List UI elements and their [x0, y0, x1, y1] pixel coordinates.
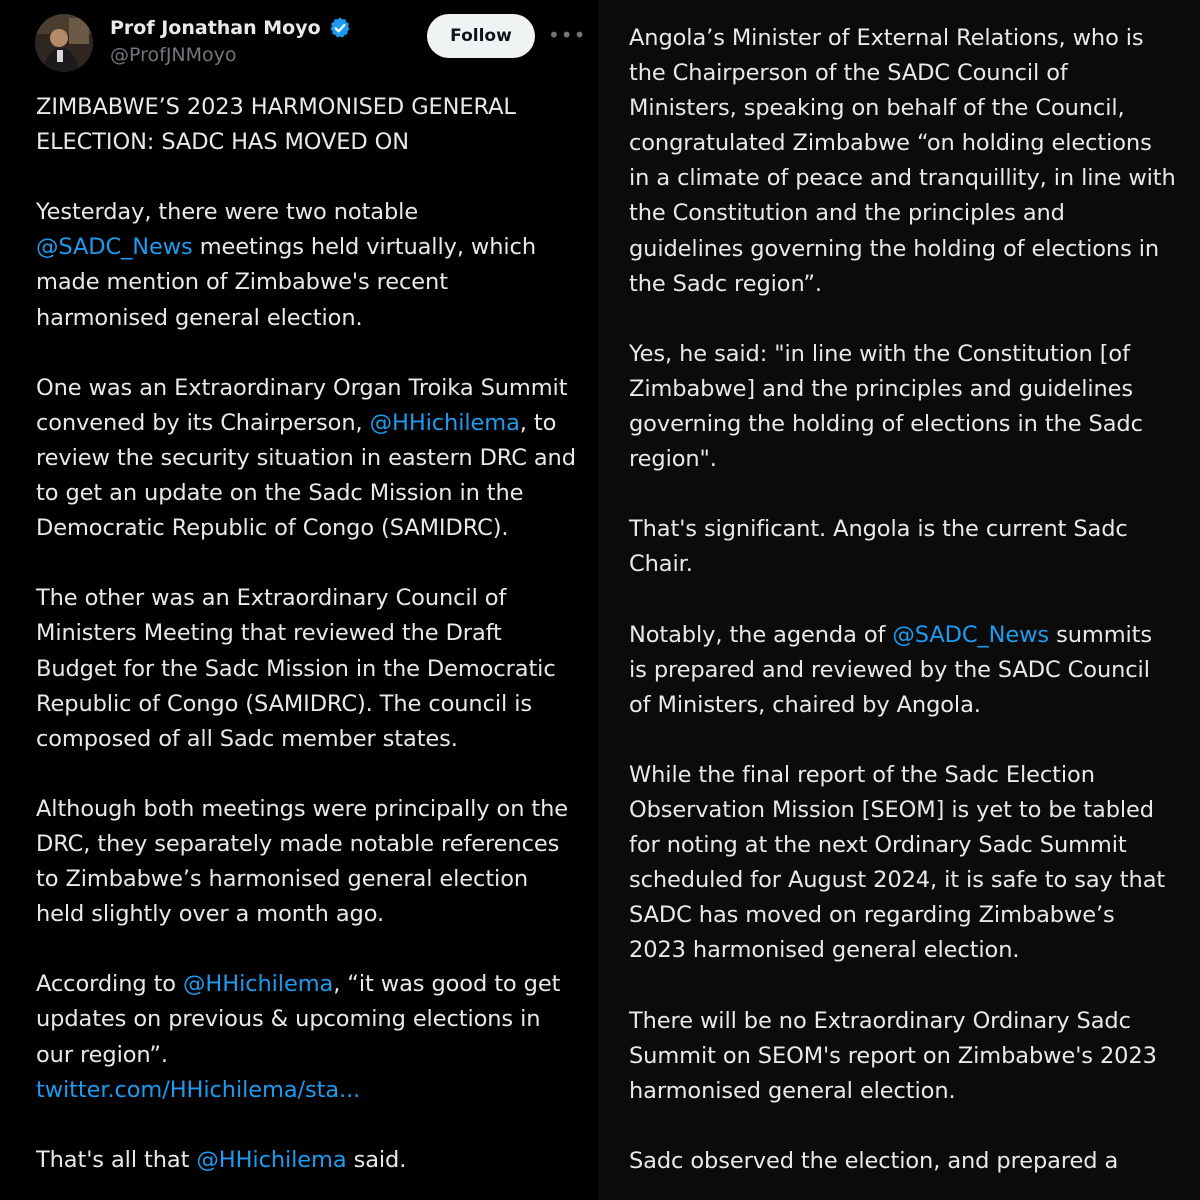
paragraph: Angola’s Minister of External Relations, who is the Chairperson of the SADC Council of Ministers, speaking on behalf of the Council, congratulated Zimbabwe “on holding elections in a climate of peace and tranquillity, in line with the Constitution and the principles and guidelines governing the holding of elections in the Sadc region”.: [629, 25, 1176, 297]
avatar-image: [35, 14, 93, 72]
paragraph: Yesterday, there were two notable @SADC_News meetings held virtually, which made mention of Zimbabwe's recent harmonised general election.: [36, 199, 536, 331]
verified-badge-icon: [328, 16, 352, 40]
avatar[interactable]: [35, 14, 93, 72]
paragraph: One was an Extraordinary Organ Troika Summit convened by its Chairperson, @HHichilema, to review the security situation in eastern DRC and to get an update on the Sadc Mission in the Democratic Republic of Congo (SAMIDRC).: [36, 374, 576, 542]
paragraph: There will be no Extraordinary Ordinary Sadc Summit on SEOM's report on Zimbabwe's 2023 harmonised general election.: [629, 1007, 1157, 1104]
mention-hhichilema[interactable]: @HHichilema: [183, 971, 334, 998]
user-handle[interactable]: @ProfJNMoyo: [110, 44, 237, 66]
mention-hhichilema[interactable]: @HHichilema: [196, 1146, 347, 1173]
left-post-text: [36, 90, 586, 1200]
paragraph: Although both meetings were principally on the DRC, they separately made notable references to Zimbabwe’s harmonised general election held slightly over a month ago.: [36, 795, 569, 928]
left-post-column: [0, 0, 590, 1200]
display-name[interactable]: Prof Jonathan Moyo: [110, 17, 321, 39]
name-row: [110, 14, 352, 42]
paragraph: Notably, the agenda of @SADC_News summits is prepared and reviewed by the SADC Council of Ministers, chaired by Angola.: [629, 621, 1153, 718]
paragraph: The other was an Extraordinary Council of Ministers Meeting that reviewed the Draft Budget for the Sadc Mission in the Democratic Republic of Congo (SAMIDRC). The council is composed of all Sadc member states.: [36, 585, 556, 752]
quoted-tweet-link[interactable]: twitter.com/HHichilema/sta...: [36, 1076, 361, 1103]
more-options-icon[interactable]: •••: [548, 23, 587, 47]
post-header: [0, 0, 590, 90]
paragraph: Yes, he said: "in line with the Constitution [of Zimbabwe] and the principles and guidelines governing the holding of elections in the Sadc region".: [629, 340, 1143, 473]
post-title: ZIMBABWE’S 2023 HARMONISED GENERAL ELECTION: SADC HAS MOVED ON: [36, 94, 516, 156]
follow-button[interactable]: Follow: [427, 14, 535, 58]
paragraph: That's significant. Angola is the current Sadc Chair.: [629, 516, 1128, 578]
mention-sadc-news[interactable]: @SADC_News: [36, 234, 193, 261]
paragraph: Sadc observed the election, and prepared a: [629, 1148, 1119, 1174]
mention-sadc-news[interactable]: @SADC_News: [892, 621, 1050, 648]
paragraph: While the final report of the Sadc Election Observation Mission [SEOM] is yet to be tabled for noting at the next Ordinary Sadc Summit scheduled for August 2024, it is safe to say that SADC has moved on regarding Zimbabwe’s 2023 harmonised general election.: [629, 761, 1166, 964]
mention-hhichilema[interactable]: @HHichilema: [369, 409, 520, 436]
paragraph: That's all that @HHichilema said.: [36, 1146, 407, 1173]
right-post-text: [629, 21, 1197, 1200]
paragraph: According to @HHichilema, “it was good to get updates on previous & upcoming elections in our region”. twitter.com/HHichilema/sta...: [36, 971, 561, 1103]
right-post-column: [598, 0, 1200, 1200]
